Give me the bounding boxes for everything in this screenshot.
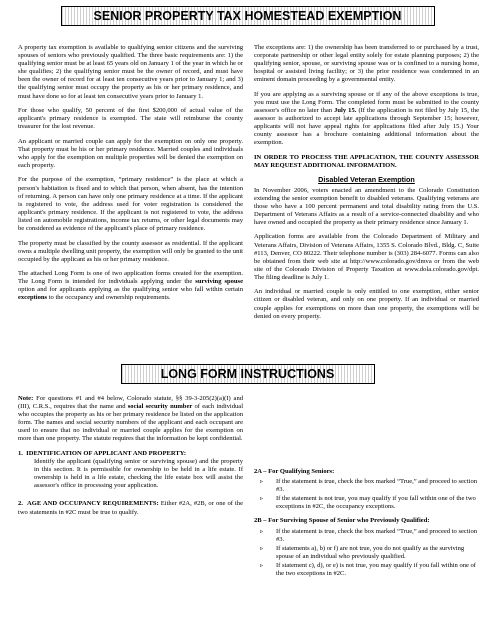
note: [18, 395, 243, 444]
text: The attached Long Form is one of two application forms created for the exemption. The Long Form is intended for individuals applying under the: [18, 270, 243, 286]
intro-right-column: [254, 44, 479, 327]
arrow-bullet-icon: ▹: [260, 496, 264, 503]
item-label: 2. AGE AND OCCUPANCY REQUIREMENTS:: [18, 500, 159, 508]
item-body: Identify the applicant (qualifying senior or surviving spouse) and the property in this section. It is permissible for ownership to be held in a life estate. If ownership is held in a life estate, checking the life estate box will assist the assessor's office in processing your application.: [34, 458, 243, 490]
paragraph: An individual or married couple is only entitled to one exemption, either senior citizen or disabled veteran, and only on one property. If an individual or married couple applies for exemptions on more than one property, the exemptions will be denied on every property.: [254, 288, 479, 320]
item-body: Either #2A, #2B, or one of the two statements in #2C must be true to qualify.: [18, 500, 243, 516]
bullet-list: [254, 478, 479, 511]
subsection-heading: 2B – For Surviving Spouse of Senior who Previously Qualified:: [254, 517, 430, 525]
list-item: [254, 562, 479, 578]
text: to the occupancy and ownership requirements.: [47, 294, 171, 302]
emphasis: surviving spouse: [195, 278, 243, 286]
instructions-left-column: [18, 395, 243, 523]
intro-left-column: [18, 44, 243, 309]
text: For questions #1 and #4 below, Colorado statute, §§ 39-3-205(2)(a)(I) and (III), C.R.S., requires that the name and: [18, 395, 243, 411]
text: If the statement is not true, you may qualify if you fall within one of the two exceptions in #2C, the occupancy exceptions.: [276, 495, 476, 511]
page-title: SENIOR PROPERTY TAX HOMESTEAD EXEMPTION: [61, 6, 435, 26]
text: of each individual who occupies the property as his or her primary residence be listed on the application form. The names and social security numbers of the applicant and each occupant are used to ensure that no individual or married couple applies for the exemption on more than one property. The statute requires that the information be kept confidential.: [18, 403, 244, 443]
paragraph: For those who qualify, 50 percent of the first $200,000 of actual value of the applicant's primary residence is exempted. The state will reimburse the county treasurer for the lost revenue.: [18, 107, 243, 131]
paragraph: A property tax exemption is available to qualifying senior citizens and the surviving spouses of seniors who previously qualified. The three basic requirements are: 1) the qualifying senior must be at least 65 years old on January 1 of the year in which he or she qualifies; 2) the qualifying senior must be the owner of record, and must have been the owner of record for at least ten consecutive years prior to January 1; and 3) the qualifying senior must occupy the property as his or her primary residence, and must have done so for at least ten consecutive years prior to January 1.: [18, 44, 243, 100]
paragraph: The exceptions are: 1) the ownership has been transferred to or purchased by a trust, corporate partnership or other legal entity solely for estate planning purposes; 2) the qualifying senior, spouse, or surviving spouse was or is confined to a nursing home, hospital or assisted living facility; or 3) the prior residence was condemned in an eminent domain proceeding by a governmental entity.: [254, 44, 479, 84]
paragraph: The property must be classified by the county assessor as residential. If the applicant owns a multiple dwelling unit property, the exemption will only be granted to the unit occupied by the applicant as his or her primary residence.: [18, 239, 243, 263]
note-label: Note:: [18, 395, 34, 402]
subsection-heading: 2A – For Qualifying Seniors:: [254, 468, 335, 475]
text: option and for applicants applying as the qualifying senior who fall within certain: [18, 286, 243, 294]
emphasis: social security number: [127, 403, 193, 411]
arrow-bullet-icon: ▹: [260, 479, 264, 486]
text: If the statement is true, check the box marked “True,” and proceed to section #3.: [276, 478, 478, 494]
arrow-bullet-icon: ▹: [260, 562, 264, 569]
paragraph: In November 2006, voters enacted an amendment to the Colorado Constitution extending the senior exemption benefit to disabled veterans. Qualifying veterans are those who have a 100 percent permanent and total disability rating from the U.S. Department of Veterans Affairs as a result of a service-connected disability and who have owned and occupied the property as their primary residence since January 1.: [254, 186, 479, 226]
list-item: [254, 528, 479, 544]
arrow-bullet-icon: ▹: [260, 545, 264, 552]
instructions-right-column: [254, 468, 479, 584]
notice: IN ORDER TO PROCESS THE APPLICATION, THE COUNTY ASSESSOR MAY REQUEST ADDITIONAL INFORMATION.: [254, 153, 479, 169]
paragraph: [18, 270, 243, 302]
text: If you are applying as a surviving spouse or if any of the above exceptions is true, you must use the Long Form. The completed form must be submitted to the county assessor's office no later than: [254, 90, 479, 115]
paragraph: For the purpose of the exemption, “primary residence” is the place at which a person's habitation is fixed and to which that person, when absent, has the intention of returning. A person can have only one primary residence at a time. If the applicant is registered to vote, the address used for voter registration is considered the applicant's primary residence. If the applicant is not registered to vote, the address listed on automobile registrations, income tax returns, or other legal documents may be considered as evidence of the applicant's place of primary residence.: [18, 176, 243, 233]
text: (If the application is not filed by July 15, the assessor is authorized to accept late applications through September 15; however, applicants will not have appeal rights for applications filed after July 15.) Your county assessor has a brochure containing additional information about the exemption.: [254, 107, 480, 147]
bullet-list: [254, 528, 479, 579]
instruction-item-2: [18, 500, 243, 516]
deadline: July 15.: [334, 107, 357, 115]
paragraph: Application forms are available from the Colorado Department of Military and Veterans Affairs, Division of Veterans Affairs, 1355 S. Colorado Blvd., Bldg. C, Suite #113, Denver, CO 80222. Their telephone number is (303) 284-6077. Forms can also be obtained from their web site at http://www.colorado.gov/dmva or from the web site of the Colorado Division of Property Taxation at www.dola.colorado.gov/dpt. The filing deadline is July 1.: [254, 233, 479, 281]
list-item: [254, 478, 479, 494]
text: If statements a), b) or f) are not true, you do not qualify as the surviving spouse of an individual who previously qualified.: [276, 544, 465, 560]
arrow-bullet-icon: ▹: [260, 528, 264, 535]
emphasis: exceptions: [18, 294, 48, 302]
paragraph: An applicant or married couple can apply for the exemption on only one property. That property must be his or her primary residence. Married couples and individuals who apply for the exemption on multiple properties will be denied the exemption on each property.: [18, 137, 243, 169]
section-title: LONG FORM INSTRUCTIONS: [121, 364, 375, 384]
item-label: 1. IDENTIFICATION OF APPLICANT AND PROPERTY:: [18, 449, 187, 457]
instruction-item-1: [18, 450, 243, 490]
paragraph: [254, 91, 479, 148]
list-item: [254, 545, 479, 561]
text: If the statement is true, check the box marked “True,” and proceed to section #3.: [276, 527, 478, 543]
section-subheading: Disabled Veteran Exemption: [318, 175, 415, 185]
text: If statement c), d), or e) is not true, you may qualify if you fall within one of the two exceptions in #2C.: [276, 561, 476, 578]
list-item: [254, 495, 479, 511]
